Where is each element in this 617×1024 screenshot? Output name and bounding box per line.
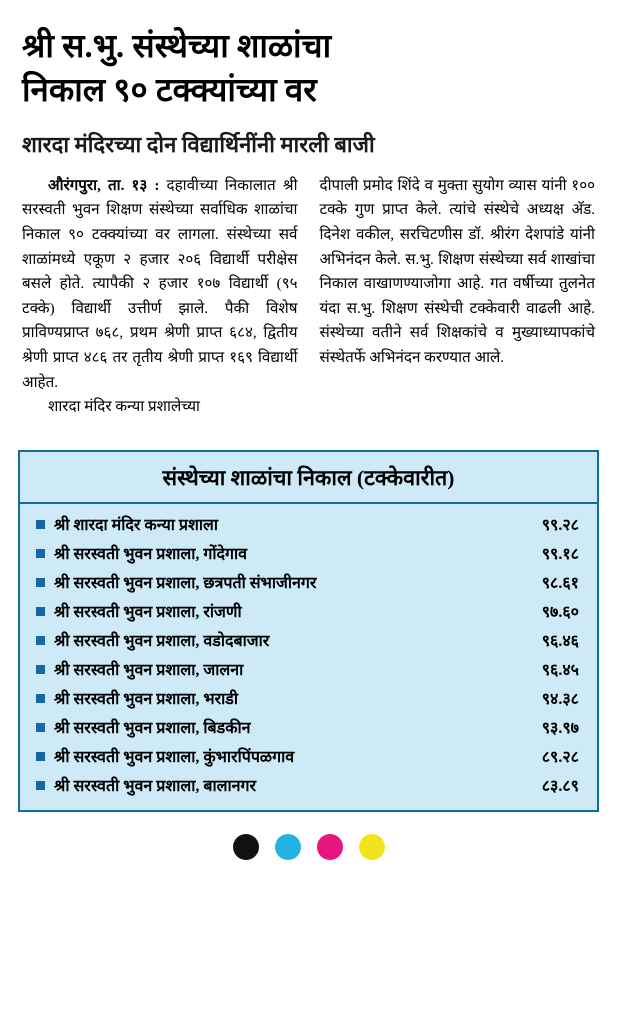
article-body [0,170,617,420]
table-row [20,771,597,800]
bullet-icon [36,578,45,587]
headline-line-2: निकाल ९० टक्क्यांच्या वर [22,72,317,109]
school-percentage: ९८.६१ [541,575,579,593]
table-row [20,742,597,771]
headline-line-1: श्री स.भु. संस्थेच्या शाळांचा [22,29,332,65]
school-percentage: ९७.६० [541,604,579,622]
left-paragraph-1 [22,174,298,396]
school-percentage: ९९.१८ [541,546,579,564]
school-name: श्री सरस्वती भुवन प्रशाला, कुंभारपिंपळगाव [54,749,295,767]
table-row [20,713,597,742]
registration-dot-yellow [359,834,385,860]
bullet-icon [36,752,45,761]
registration-marks [0,834,617,860]
school-name: श्री सरस्वती भुवन प्रशाला, वडोदबाजार [54,633,270,651]
school-percentage: ९९.२८ [541,517,579,535]
bullet-icon [36,781,45,790]
school-name: श्री सरस्वती भुवन प्रशाला, बिडकीन [54,720,251,738]
bullet-icon [36,607,45,616]
school-percentage: ९६.४५ [541,662,579,680]
school-name: श्री सरस्वती भुवन प्रशाला, जालना [54,662,244,680]
bullet-icon [36,694,45,703]
school-name: श्री सरस्वती भुवन प्रशाला, बालानगर [54,778,257,796]
bullet-icon [36,520,45,529]
school-name: श्री सरस्वती भुवन प्रशाला, रांजणी [54,604,242,622]
left-paragraph-2: शारदा मंदिर कन्या प्रशालेच्या [48,398,200,416]
registration-dot-magenta [317,834,343,860]
school-name: श्री सरस्वती भुवन प्रशाला, छत्रपती संभाजीनगर [54,575,317,593]
right-column [320,174,596,420]
table-row [20,539,597,568]
left-column [22,174,298,420]
bullet-icon [36,549,45,558]
school-percentage: ८९.२८ [541,749,579,767]
left-paragraph-1-text: दहावीच्या निकालात श्री सरस्वती भुवन शिक्षण संस्थेच्या सर्वाधिक शाळांचा निकाल ९० टक्क्यांच्या वर लागला. संस्थेच्या सर्व शाळांमध्ये एकूण २ हजार २०६ विद्यार्थी परीक्षेस बसले होते. त्यापैकी २ हजार १०७ विद्यार्थी (९५ टक्के) विद्यार्थी उत्तीर्ण झाले. पैकी विशेष प्राविण्यप्राप्त ७६८, प्रथम श्रेणी प्राप्त ६८४, द्वितीय श्रेणी प्राप्त ४८६ तर तृतीय श्रेणी प्राप्त १६९ विद्यार्थी आहेत. [22,176,298,391]
bullet-icon [36,723,45,732]
registration-dot-black [233,834,259,860]
table-row [20,510,597,539]
school-name: श्री शारदा मंदिर कन्या प्रशाला [54,517,218,535]
school-name: श्री सरस्वती भुवन प्रशाला, भराडी [54,691,239,709]
table-row [20,655,597,684]
registration-dot-cyan [275,834,301,860]
results-table-title: संस्थेच्या शाळांचा निकाल (टक्केवारीत) [20,452,597,504]
subheadline: शारदा मंदिरच्या दोन विद्यार्थिनींनी मारली बाजी [22,132,375,158]
results-table [18,450,599,812]
table-row [20,626,597,655]
results-table-body [20,504,597,810]
school-percentage: ९४.३८ [541,691,579,709]
dateline: औरंगपुरा, ता. १३ : [48,176,160,194]
table-row [20,597,597,626]
table-row [20,568,597,597]
school-percentage: ९३.९७ [541,720,579,738]
right-paragraph-1: दीपाली प्रमोद शिंदे व मुक्ता सुयोग व्यास यांनी १०० टक्के गुण प्राप्त केले. त्यांचे संस्थेचे अध्यक्ष अ‍ॅड. दिनेश वकील, सरचिटणीस डॉ. श्रीरंग देशपांडे यांनी अभिनंदन केले. स.भु. शिक्षण संस्थेच्या सर्व शाखांचा निकाल वाखाणण्याजोगा आहे. गत वर्षीच्या तुलनेत यंदा स.भु. शिक्षण संस्थेची टक्केवारी वाढली आहे. संस्थेच्या वतीने सर्व शिक्षकांचे व मुख्याध्यापकांचे संस्थेतर्फे अभिनंदन करण्यात आले. [319,176,595,367]
table-row [20,684,597,713]
school-name: श्री सरस्वती भुवन प्रशाला, गोंदेगाव [54,546,248,564]
school-percentage: ८३.८९ [541,778,579,796]
school-percentage: ९६.४६ [541,633,579,651]
bullet-icon [36,665,45,674]
headline [0,0,617,117]
bullet-icon [36,636,45,645]
